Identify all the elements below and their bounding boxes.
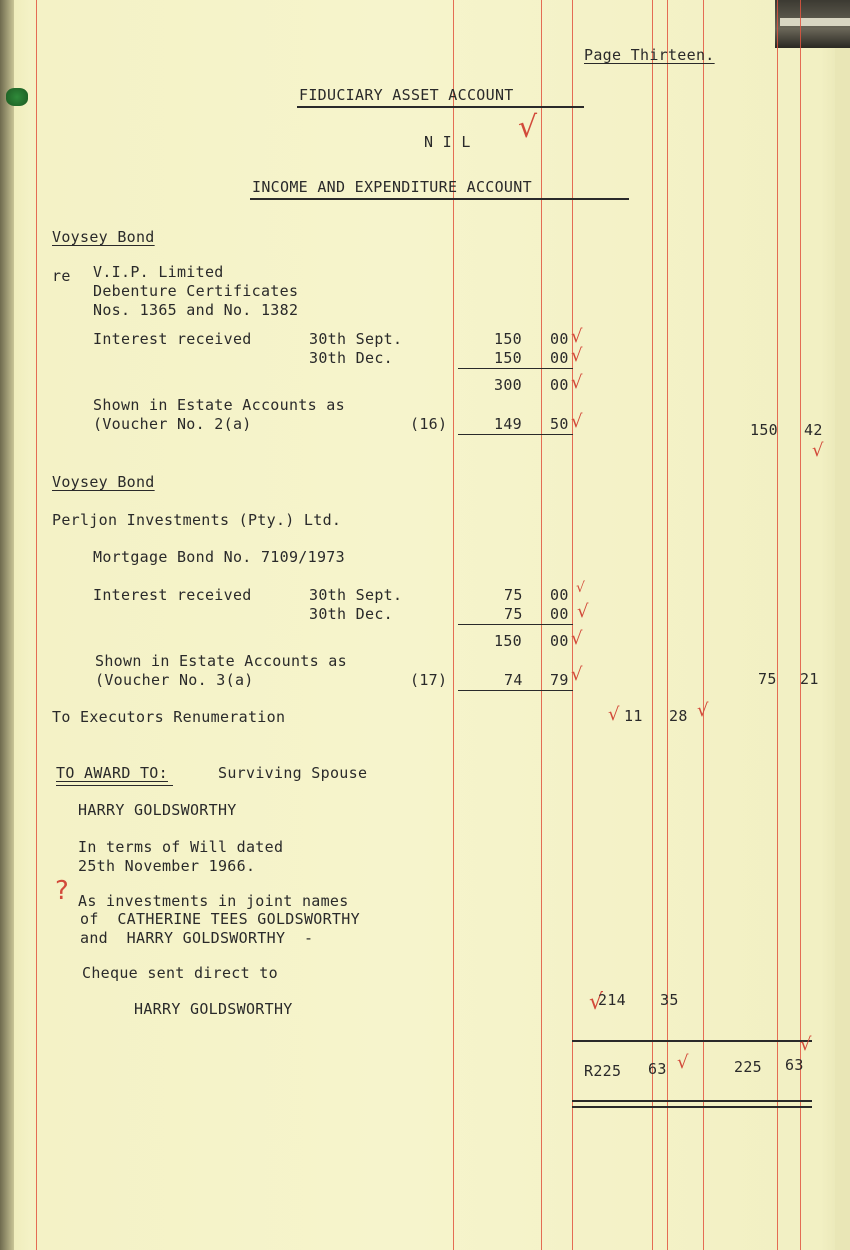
- award-recipient: Surviving Spouse: [218, 764, 368, 782]
- green-tag: [6, 88, 28, 106]
- check-mark: √: [571, 664, 583, 685]
- check-mark: √: [571, 326, 583, 347]
- investments-line: As investments in joint names: [78, 892, 349, 910]
- award-underline: [56, 785, 173, 786]
- nil-label: N I L: [424, 133, 471, 151]
- column-rule: [572, 0, 573, 1250]
- reference-number: (16): [410, 415, 448, 433]
- check-mark: √: [677, 1052, 689, 1073]
- fiduciary-title: FIDUCIARY ASSET ACCOUNT: [299, 86, 514, 104]
- subtotal-rand: 150: [494, 632, 522, 650]
- sum-line: [458, 624, 573, 625]
- interest-label: Interest received: [93, 330, 252, 348]
- subtotal-rand: 300: [494, 376, 522, 394]
- page-label: Page Thirteen.: [584, 46, 715, 64]
- net-rand: 150: [750, 421, 778, 439]
- margin-rule: [36, 0, 37, 1250]
- column-rule: [667, 0, 668, 1250]
- section-heading: Voysey Bond: [52, 473, 155, 491]
- voucher-label: (Voucher No. 2(a): [93, 415, 252, 433]
- check-mark: √: [577, 601, 589, 622]
- sum-line: [458, 434, 573, 435]
- investments-line: and HARRY GOLDSWORTHY -: [80, 929, 314, 947]
- check-mark: √: [518, 110, 538, 145]
- company-name: V.I.P. Limited: [93, 263, 224, 281]
- double-line: [572, 1106, 812, 1108]
- subtotal-cents: 00: [550, 632, 569, 650]
- company-name: Perljon Investments (Pty.) Ltd.: [52, 511, 342, 529]
- ie-title: INCOME AND EXPENDITURE ACCOUNT: [252, 178, 532, 196]
- will-date: 25th November 1966.: [78, 857, 256, 875]
- executors-label: To Executors Renumeration: [52, 708, 286, 726]
- amount-rand: 75: [504, 605, 523, 623]
- check-mark: √: [589, 990, 604, 1015]
- award-cents: 35: [660, 991, 679, 1009]
- amount-cents: 00: [550, 330, 569, 348]
- investments-line: of CATHERINE TEES GOLDSWORTHY: [80, 910, 360, 928]
- next-page-edge: [835, 40, 850, 1250]
- check-mark: √: [571, 628, 583, 649]
- less-cents: 50: [550, 415, 569, 433]
- certificate-line: Debenture Certificates: [93, 282, 299, 300]
- check-mark: √: [608, 704, 620, 725]
- amount-cents: 00: [550, 349, 569, 367]
- award-label: TO AWARD TO:: [56, 764, 168, 782]
- sum-line: [458, 368, 573, 369]
- less-rand: 149: [494, 415, 522, 433]
- binder-clip-strip: [780, 18, 850, 26]
- award-rand: 214: [598, 991, 626, 1009]
- less-rand: 74: [504, 671, 523, 689]
- title-underline: [297, 106, 584, 108]
- net-rand: 75: [758, 670, 777, 688]
- interest-date: 30th Dec.: [309, 605, 393, 623]
- spouse-name: HARRY GOLDSWORTHY: [78, 801, 237, 819]
- check-mark: √: [576, 580, 585, 596]
- total-line: [572, 1040, 812, 1042]
- re-label: re: [52, 267, 71, 285]
- page-binding: [0, 0, 14, 1250]
- cheque-line: Cheque sent direct to: [82, 964, 278, 982]
- total-right-cents: 63: [785, 1056, 804, 1074]
- total-left-rand: R225: [584, 1062, 622, 1080]
- executors-rand: 11: [624, 707, 643, 725]
- net-cents: 42: [804, 421, 823, 439]
- column-rule: [703, 0, 704, 1250]
- amount-rand: 150: [494, 349, 522, 367]
- section-heading: Voysey Bond: [52, 228, 155, 246]
- check-mark: √: [571, 372, 583, 393]
- certificate-numbers: Nos. 1365 and No. 1382: [93, 301, 299, 319]
- interest-label: Interest received: [93, 586, 252, 604]
- check-mark: √: [800, 1034, 812, 1055]
- will-line: In terms of Will dated: [78, 838, 284, 856]
- reference-number: (17): [410, 671, 448, 689]
- amount-rand: 75: [504, 586, 523, 604]
- check-mark: √: [812, 440, 824, 461]
- check-mark: √: [571, 411, 583, 432]
- amount-cents: 00: [550, 605, 569, 623]
- sum-line: [458, 690, 573, 691]
- interest-date: 30th Dec.: [309, 349, 393, 367]
- shown-label: Shown in Estate Accounts as: [95, 652, 347, 670]
- less-cents: 79: [550, 671, 569, 689]
- amount-rand: 150: [494, 330, 522, 348]
- check-mark: √: [571, 345, 583, 366]
- amount-cents: 00: [550, 586, 569, 604]
- total-right-rand: 225: [734, 1058, 762, 1076]
- column-rule: [777, 0, 778, 1250]
- net-cents: 21: [800, 670, 819, 688]
- title-underline: [250, 198, 629, 200]
- interest-date: 30th Sept.: [309, 330, 403, 348]
- double-line: [572, 1100, 812, 1102]
- total-left-cents: 63: [648, 1060, 667, 1078]
- voucher-label: (Voucher No. 3(a): [95, 671, 254, 689]
- mortgage-bond: Mortgage Bond No. 7109/1973: [93, 548, 345, 566]
- executors-cents: 28: [669, 707, 688, 725]
- column-rule: [541, 0, 542, 1250]
- check-mark: √: [697, 700, 709, 721]
- margin-mark: ?: [55, 876, 69, 906]
- subtotal-cents: 00: [550, 376, 569, 394]
- interest-date: 30th Sept.: [309, 586, 403, 604]
- shown-label: Shown in Estate Accounts as: [93, 396, 345, 414]
- payee-name: HARRY GOLDSWORTHY: [134, 1000, 293, 1018]
